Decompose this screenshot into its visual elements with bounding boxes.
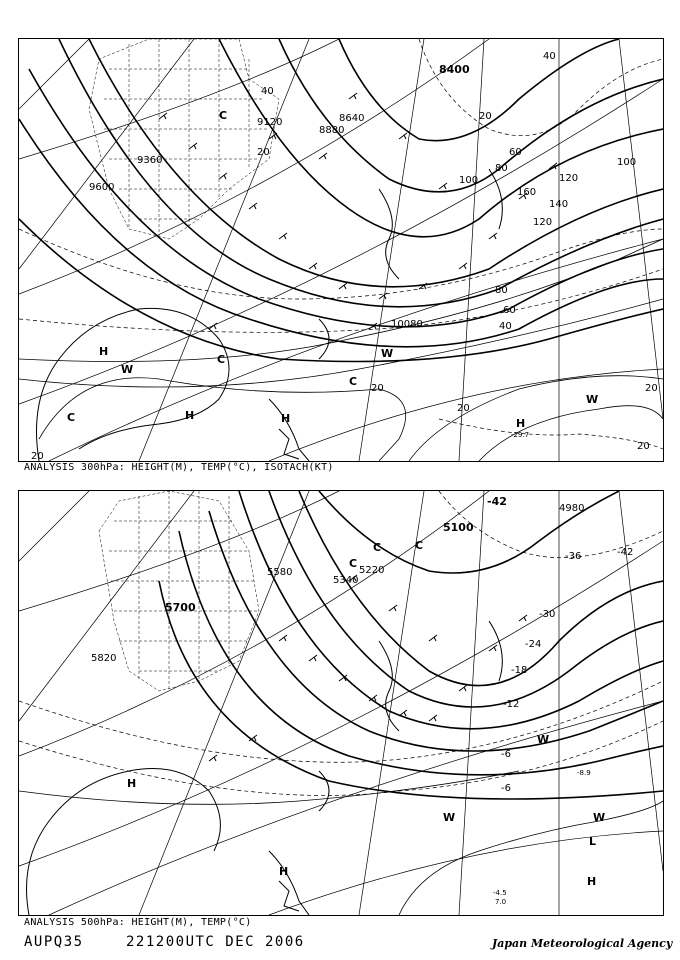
height-label: 8400: [439, 63, 470, 76]
pressure-center-label: C: [219, 109, 228, 122]
isotach-label: 20: [479, 111, 492, 122]
isotach-contours: [19, 239, 663, 461]
isotach-label: 160: [517, 187, 537, 198]
map-500hpa-canvas: [19, 491, 663, 915]
pressure-center-label: C: [373, 541, 382, 554]
isotach-label: 40: [261, 86, 274, 97]
valid-time: 221200UTC DEC 2006: [126, 934, 305, 950]
pressure-center-label: L: [589, 835, 597, 848]
isotach-label: 80: [495, 163, 508, 174]
hatched-temperature-region: [99, 491, 259, 691]
pressure-center-label: C: [217, 353, 226, 366]
pressure-center-label: H: [127, 777, 137, 790]
pressure-center-label: H: [279, 865, 289, 878]
isotherm-label: -6: [501, 783, 511, 794]
isotach-label: 100: [617, 157, 637, 168]
product-id: AUPQ35: [24, 934, 84, 950]
height-label: 8880: [319, 125, 345, 136]
wind-barbs: [209, 575, 527, 761]
isotach-label: 120: [533, 217, 553, 228]
pressure-center-label: W: [121, 363, 134, 376]
isotherm-labels: [487, 495, 633, 794]
height-labels: [91, 503, 584, 664]
isotherm-contours: [19, 39, 663, 449]
isotherm-label: -42: [617, 547, 634, 558]
pressure-center-label: H: [281, 412, 291, 425]
thin-contours: [19, 771, 663, 915]
height-label: 9360: [137, 155, 163, 166]
isotherm-label: -18: [511, 665, 528, 676]
pressure-center-label: H: [587, 875, 597, 888]
height-label: 5700: [165, 601, 196, 614]
isotach-label: 120: [559, 173, 579, 184]
pressure-center-label: W: [537, 733, 550, 746]
height-label: 9600: [89, 182, 115, 193]
height-labels: [89, 63, 470, 330]
isotach-label: 60: [509, 147, 522, 158]
pressure-centers: [127, 539, 605, 888]
latlon-grid: [19, 39, 663, 461]
isotherm-label: -24: [525, 639, 542, 650]
upper-air-map-300hpa: [18, 38, 664, 462]
height-label: 5340: [333, 575, 359, 586]
map-300hpa-canvas: [19, 39, 663, 461]
temperature-label: 7.0: [495, 898, 507, 906]
isotach-label: 20: [457, 403, 470, 414]
pressure-center-label: W: [381, 347, 394, 360]
pressure-center-label: H: [516, 417, 526, 430]
isotherm-label: -36: [565, 551, 582, 562]
isotach-label: 20: [31, 451, 44, 461]
map-500hpa-caption: ANALYSIS 500hPa: HEIGHT(M), TEMP(°C): [24, 917, 252, 928]
pressure-center-label: W: [593, 811, 606, 824]
height-label: 5220: [359, 565, 385, 576]
temperature-label: -4.5: [493, 889, 507, 897]
height-label: 10080: [391, 319, 423, 330]
isotherm-contours: [19, 491, 663, 795]
temperature-label: -29.7: [511, 431, 530, 439]
pressure-center-label: C: [349, 557, 358, 570]
coastlines: [37, 169, 503, 461]
isotach-label: 20: [257, 147, 270, 158]
isotherm-label: -42: [487, 495, 507, 508]
isotach-label: 100: [459, 175, 479, 186]
height-label: 4980: [559, 503, 585, 514]
isotach-label: 80: [495, 285, 508, 296]
temperature-label: -8.9: [577, 769, 591, 777]
height-label: 5580: [267, 567, 293, 578]
isotach-label: 40: [499, 321, 512, 332]
upper-air-map-500hpa: [18, 490, 664, 916]
isotherm-label: -30: [539, 609, 556, 620]
pressure-center-label: C: [67, 411, 76, 424]
pressure-center-label: C: [349, 375, 358, 388]
isotherm-label: -12: [503, 699, 520, 710]
isotach-label: 140: [549, 199, 569, 210]
pressure-center-label: H: [185, 409, 195, 422]
isotach-label: 60: [503, 305, 516, 316]
isotach-label: 20: [645, 383, 658, 394]
isotherm-label: -6: [501, 749, 511, 760]
pressure-center-label: W: [443, 811, 456, 824]
height-label: 8640: [339, 113, 365, 124]
height-label: 5820: [91, 653, 117, 664]
pressure-center-label: H: [99, 345, 109, 358]
pressure-center-label: C: [415, 539, 424, 552]
agency-name: Japan Meteorological Agency: [492, 937, 673, 950]
isotach-label: 20: [371, 383, 384, 394]
map-300hpa-caption: ANALYSIS 300hPa: HEIGHT(M), TEMP(°C), ISOTACH(KT): [24, 462, 334, 473]
isotach-label: 40: [543, 51, 556, 62]
pressure-center-label: W: [586, 393, 599, 406]
height-label: 5100: [443, 521, 474, 534]
height-label: 9120: [257, 117, 283, 128]
isotach-label: 20: [637, 441, 650, 452]
